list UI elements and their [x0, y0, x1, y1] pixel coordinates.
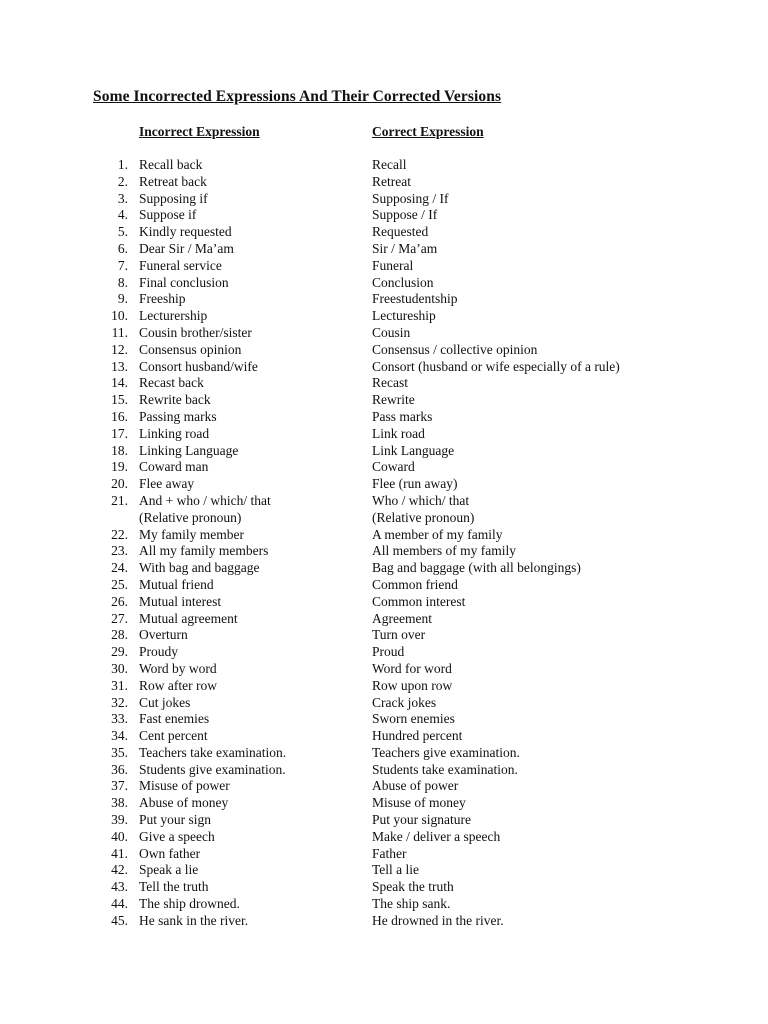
incorrect-expression: Cousin brother/sister: [139, 324, 252, 340]
item-number: 2.: [117, 173, 128, 189]
item-number: 27.: [111, 610, 128, 626]
correct-expression: Turn over: [372, 627, 426, 643]
expression-list: [0, 157, 768, 930]
list-item: [0, 711, 768, 728]
item-number: 7.: [117, 257, 128, 273]
correct-expression: Father: [372, 845, 407, 861]
incorrect-expression: Supposing if: [139, 190, 208, 206]
incorrect-expression: Row after row: [139, 677, 217, 693]
list-item: [0, 191, 768, 208]
list-item: [0, 409, 768, 426]
incorrect-expression: Tell the truth: [139, 879, 209, 895]
item-number: 23.: [111, 543, 128, 559]
list-item: [0, 224, 768, 241]
correct-expression: Who / which/ that: [372, 492, 470, 508]
item-number: 44.: [111, 896, 128, 912]
list-item: [0, 812, 768, 829]
correct-expression: Link Language: [372, 442, 455, 458]
incorrect-expression: Own father: [139, 845, 201, 861]
list-item: [0, 207, 768, 224]
incorrect-expression: Teachers take examination.: [139, 744, 287, 760]
item-number: 17.: [111, 425, 128, 441]
correct-expression: Coward: [372, 459, 415, 475]
correct-expression: Conclusion: [372, 274, 434, 290]
header-incorrect: Incorrect Expression: [139, 124, 260, 139]
list-item: [0, 627, 768, 644]
incorrect-expression: (Relative pronoun): [139, 509, 242, 525]
correct-expression: Link road: [372, 425, 425, 441]
correct-expression: Retreat: [372, 173, 411, 189]
correct-expression: Consort (husband or wife especially of a rule): [372, 358, 620, 374]
correct-expression: Abuse of power: [372, 778, 459, 794]
incorrect-expression: Freeship: [139, 291, 186, 307]
item-number: 13.: [111, 358, 128, 374]
item-number: 14.: [111, 375, 128, 391]
list-item: [0, 728, 768, 745]
incorrect-expression: Misuse of power: [139, 778, 230, 794]
page-title: Some Incorrected Expressions And Their Corrected Versions: [93, 88, 502, 105]
item-number: 25.: [111, 576, 128, 592]
correct-expression: Pass marks: [372, 408, 433, 424]
item-number: 36.: [111, 761, 128, 777]
list-item: [0, 258, 768, 275]
incorrect-expression: My family member: [139, 526, 244, 542]
item-number: 24.: [111, 560, 128, 576]
header-correct: Correct Expression: [372, 124, 484, 139]
item-number: 34.: [111, 728, 128, 744]
incorrect-expression: Proudy: [139, 644, 179, 660]
correct-expression: Proud: [372, 644, 405, 660]
list-item: [0, 862, 768, 879]
item-number: 20.: [111, 476, 128, 492]
list-item: [0, 375, 768, 392]
correct-expression: Make / deliver a speech: [372, 828, 501, 844]
item-number: 28.: [111, 627, 128, 643]
item-number: 33.: [111, 711, 128, 727]
item-number: 37.: [111, 778, 128, 794]
item-number: 42.: [111, 862, 128, 878]
incorrect-expression: Linking Language: [139, 442, 239, 458]
list-item: [0, 661, 768, 678]
correct-expression: Agreement: [372, 610, 432, 626]
list-item: [0, 426, 768, 443]
correct-expression: Speak the truth: [372, 879, 454, 895]
incorrect-expression: Put your sign: [139, 812, 212, 828]
incorrect-expression: Cut jokes: [139, 694, 191, 710]
list-item: [0, 896, 768, 913]
correct-expression: Common friend: [372, 576, 458, 592]
list-item: [0, 157, 768, 174]
item-number: 35.: [111, 744, 128, 760]
list-item: [0, 778, 768, 795]
correct-expression: Consensus / collective opinion: [372, 341, 538, 357]
list-item: [0, 359, 768, 376]
correct-expression: Recast: [372, 375, 408, 391]
correct-expression: Put your signature: [372, 812, 471, 828]
incorrect-expression: Fast enemies: [139, 711, 210, 727]
correct-expression: A member of my family: [372, 526, 503, 542]
correct-expression: Sir / Ma’am: [372, 240, 438, 256]
list-item: [0, 308, 768, 325]
incorrect-expression: Funeral service: [139, 257, 222, 273]
list-item: [0, 459, 768, 476]
item-number: 30.: [111, 660, 128, 676]
correct-expression: Hundred percent: [372, 728, 463, 744]
item-number: 45.: [111, 912, 128, 928]
incorrect-expression: Word by word: [139, 660, 217, 676]
list-item: [0, 527, 768, 544]
item-number: 39.: [111, 812, 128, 828]
correct-expression: All members of my family: [372, 543, 516, 559]
list-item: [0, 342, 768, 359]
incorrect-expression: Coward man: [139, 459, 209, 475]
item-number: 6.: [117, 240, 128, 256]
incorrect-expression: Passing marks: [139, 408, 217, 424]
incorrect-expression: All my family members: [139, 543, 269, 559]
list-item: [0, 678, 768, 695]
item-number: 10.: [111, 308, 128, 324]
list-item: [0, 241, 768, 258]
correct-expression: Tell a lie: [372, 862, 420, 878]
correct-expression: Cousin: [372, 324, 411, 340]
correct-expression: Freestudentship: [372, 291, 458, 307]
incorrect-expression: Dear Sir / Ma’am: [139, 240, 234, 256]
item-number: 1.: [117, 157, 128, 172]
list-item: [0, 795, 768, 812]
item-number: 19.: [111, 459, 128, 475]
incorrect-expression: Overturn: [139, 627, 188, 643]
list-item: [0, 493, 768, 510]
list-item: [0, 577, 768, 594]
item-number: 26.: [111, 593, 128, 609]
list-item: [0, 291, 768, 308]
item-number: 29.: [111, 644, 128, 660]
incorrect-expression: Students give examination.: [139, 761, 286, 777]
incorrect-expression: Mutual interest: [139, 593, 222, 609]
item-number: 5.: [117, 224, 128, 240]
item-number: 21.: [111, 492, 128, 508]
list-item: [0, 560, 768, 577]
item-number: 31.: [111, 677, 128, 693]
correct-expression: Misuse of money: [372, 795, 466, 811]
item-number: 18.: [111, 442, 128, 458]
correct-expression: Supposing / If: [372, 190, 449, 206]
correct-expression: Word for word: [372, 660, 452, 676]
item-number: 4.: [117, 207, 128, 223]
item-number: 9.: [117, 291, 128, 307]
list-item: [0, 325, 768, 342]
list-item: [0, 879, 768, 896]
incorrect-expression: Speak a lie: [139, 862, 199, 878]
correct-expression: (Relative pronoun): [372, 509, 475, 525]
list-item: [0, 611, 768, 628]
item-number: 8.: [117, 274, 128, 290]
list-item: [0, 829, 768, 846]
incorrect-expression: Suppose if: [139, 207, 197, 223]
item-number: 40.: [111, 828, 128, 844]
incorrect-expression: Recast back: [139, 375, 204, 391]
list-item: [0, 443, 768, 460]
correct-expression: He drowned in the river.: [372, 912, 504, 928]
incorrect-expression: Rewrite back: [139, 392, 211, 408]
item-number: 38.: [111, 795, 128, 811]
incorrect-expression: Retreat back: [139, 173, 207, 189]
incorrect-expression: Lecturership: [139, 308, 208, 324]
incorrect-expression: And + who / which/ that: [139, 492, 271, 508]
list-item: [0, 846, 768, 863]
correct-expression: Flee (run away): [372, 476, 458, 492]
correct-expression: Sworn enemies: [372, 711, 455, 727]
list-item: [0, 275, 768, 292]
correct-expression: Lectureship: [372, 308, 436, 324]
correct-expression: Rewrite: [372, 392, 415, 408]
list-item: [0, 695, 768, 712]
correct-expression: Teachers give examination.: [372, 744, 520, 760]
correct-expression: Requested: [372, 224, 429, 240]
incorrect-expression: Consort husband/wife: [139, 358, 258, 374]
item-number: 15.: [111, 392, 128, 408]
incorrect-expression: Give a speech: [139, 828, 215, 844]
incorrect-expression: Consensus opinion: [139, 341, 242, 357]
list-item: [0, 510, 768, 527]
correct-expression: Bag and baggage (with all belongings): [372, 560, 581, 576]
incorrect-expression: With bag and baggage: [139, 560, 260, 576]
item-number: 22.: [111, 526, 128, 542]
correct-expression: Crack jokes: [372, 694, 437, 710]
incorrect-expression: Mutual friend: [139, 576, 214, 592]
list-item: [0, 476, 768, 493]
incorrect-expression: Recall back: [139, 157, 203, 172]
incorrect-expression: Kindly requested: [139, 224, 232, 240]
correct-expression: Common interest: [372, 593, 466, 609]
incorrect-expression: Cent percent: [139, 728, 208, 744]
incorrect-expression: Mutual agreement: [139, 610, 238, 626]
list-item: [0, 745, 768, 762]
item-number: 32.: [111, 694, 128, 710]
list-item: [0, 174, 768, 191]
list-item: [0, 543, 768, 560]
correct-expression: The ship sank.: [372, 896, 451, 912]
list-item: [0, 644, 768, 661]
incorrect-expression: He sank in the river.: [139, 912, 249, 928]
item-number: 43.: [111, 879, 128, 895]
incorrect-expression: The ship drowned.: [139, 896, 240, 912]
item-number: 11.: [111, 324, 128, 340]
correct-expression: Suppose / If: [372, 207, 438, 223]
list-item: [0, 913, 768, 930]
correct-expression: Students take examination.: [372, 761, 518, 777]
correct-expression: Recall: [372, 157, 407, 172]
incorrect-expression: Final conclusion: [139, 274, 229, 290]
incorrect-expression: Abuse of money: [139, 795, 229, 811]
item-number: 41.: [111, 845, 128, 861]
list-item: [0, 762, 768, 779]
list-item: [0, 594, 768, 611]
item-number: 12.: [111, 341, 128, 357]
item-number: 16.: [111, 408, 128, 424]
incorrect-expression: Flee away: [139, 476, 195, 492]
list-item: [0, 392, 768, 409]
correct-expression: Funeral: [372, 257, 414, 273]
incorrect-expression: Linking road: [139, 425, 210, 441]
item-number: 3.: [117, 190, 128, 206]
correct-expression: Row upon row: [372, 677, 453, 693]
